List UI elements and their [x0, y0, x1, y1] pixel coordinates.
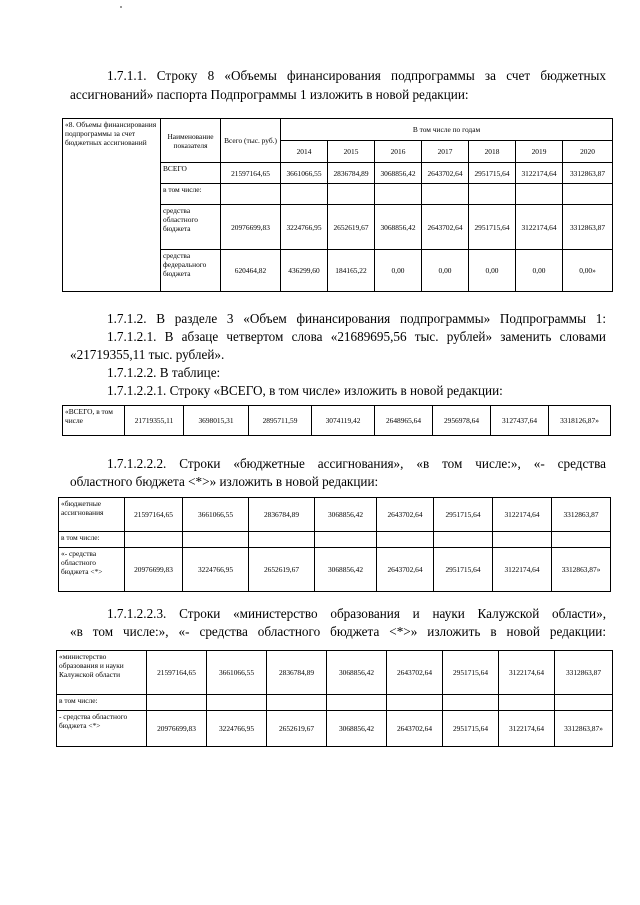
- cell-value: 184165,22: [328, 250, 375, 292]
- cell-value: [249, 532, 315, 548]
- cell-value: 3122174,64: [493, 548, 552, 592]
- cell-total: 21597164,65: [147, 651, 207, 695]
- cell-value: 3312863,87: [563, 163, 613, 184]
- cell-value: 2836784,89: [328, 163, 375, 184]
- cell-value: 3224766,95: [183, 548, 249, 592]
- cell-value: 2643702,64: [387, 651, 443, 695]
- cell-value: 3698015,31: [184, 406, 249, 436]
- cell-value: 0,00: [516, 250, 563, 292]
- cell-total: 21719355,11: [125, 406, 184, 436]
- paragraph-1-7-1-2-2-3-line1: 1.7.1.2.2.3. Строки «министерство образования и науки Калужской области»,: [107, 606, 606, 621]
- cell-total: [125, 532, 183, 548]
- table-row-label: - средства областного бюджета <*>: [57, 711, 147, 747]
- table-row-label: «ВСЕГО, в том числе: [63, 406, 125, 436]
- cell-value: 2652619,67: [267, 711, 327, 747]
- year-header: 2020: [563, 141, 613, 163]
- cell-value: [469, 184, 516, 205]
- cell-value: 3068856,42: [375, 163, 422, 184]
- header-years-group: В том числе по годам: [281, 119, 613, 141]
- cell-value: 3068856,42: [327, 711, 387, 747]
- cell-total: 620464,82: [221, 250, 281, 292]
- cell-value: [327, 695, 387, 711]
- cell-value: 3318126,87»: [549, 406, 611, 436]
- cell-value: 3312863,87»: [555, 711, 613, 747]
- cell-value: 2951715,64: [469, 205, 516, 250]
- total-row-table: [62, 405, 611, 436]
- cell-value: 2643702,64: [377, 498, 434, 532]
- paragraph-1-7-1-2-2-2-line2: областного бюджета <*>» изложить в новой редакции:: [70, 474, 379, 489]
- cell-total: 21597164,65: [125, 498, 183, 532]
- cell-value: 3122174,64: [499, 711, 555, 747]
- cell-value: 2951715,64: [443, 711, 499, 747]
- cell-value: 2951715,64: [434, 498, 493, 532]
- paragraph-1-7-1-2-2: 1.7.1.2.2. В таблице:: [107, 365, 221, 380]
- cell-value: [493, 532, 552, 548]
- cell-value: [387, 695, 443, 711]
- cell-value: 3312863,87»: [552, 548, 611, 592]
- table-row-label: в том числе:: [161, 184, 221, 205]
- paragraph-1-7-1-1-line1: 1.7.1.1. Строку 8 «Объемы финансирования подпрограммы за счет бюджетных: [107, 68, 606, 83]
- cell-value: 2643702,64: [387, 711, 443, 747]
- cell-value: 2836784,89: [249, 498, 315, 532]
- table-row-label: «министерство образования и науки Калужской области: [57, 651, 147, 695]
- cell-value: [377, 532, 434, 548]
- cell-value: [499, 695, 555, 711]
- cell-value: 0,00: [469, 250, 516, 292]
- cell-value: 3068856,42: [375, 205, 422, 250]
- year-header: 2019: [516, 141, 563, 163]
- cell-value: 3224766,95: [281, 205, 328, 250]
- table-row-label: в том числе:: [59, 532, 125, 548]
- cell-value: 3661066,55: [183, 498, 249, 532]
- scan-speck: [120, 6, 122, 8]
- paragraph-1-7-1-2-1-line2: «21719355,11 тыс. рублей».: [70, 347, 225, 362]
- paragraph-1-7-1-2-2-1: 1.7.1.2.2.1. Строку «ВСЕГО, в том числе» изложить в новой редакции:: [107, 383, 503, 398]
- cell-total: [221, 184, 281, 205]
- cell-value: 3122174,64: [493, 498, 552, 532]
- cell-value: 3312863,87: [552, 498, 611, 532]
- cell-value: 3127437,64: [491, 406, 549, 436]
- cell-value: 2895711,59: [249, 406, 312, 436]
- cell-value: [281, 184, 328, 205]
- cell-value: [375, 184, 422, 205]
- cell-total: 20976699,83: [125, 548, 183, 592]
- cell-value: 2836784,89: [267, 651, 327, 695]
- cell-value: [315, 532, 377, 548]
- header-name: Наименование показателя: [161, 119, 221, 163]
- cell-value: [563, 184, 613, 205]
- cell-value: 3122174,64: [516, 205, 563, 250]
- cell-value: [267, 695, 327, 711]
- ministry-rows-table: [56, 650, 613, 747]
- cell-value: 3122174,64: [516, 163, 563, 184]
- paragraph-1-7-1-2-1-line1: 1.7.1.2.1. В абзаце четвертом слова «21689695,56 тыс. рублей» заменить словами: [107, 329, 606, 344]
- header-total: Всего (тыс. руб.): [221, 119, 281, 163]
- cell-value: 3661066,55: [207, 651, 267, 695]
- cell-value: 436299,60: [281, 250, 328, 292]
- cell-total: 20976699,83: [147, 711, 207, 747]
- cell-value: 2951715,64: [434, 548, 493, 592]
- cell-value: [552, 532, 611, 548]
- cell-value: [434, 532, 493, 548]
- cell-value: 0,00: [422, 250, 469, 292]
- cell-value: 3312863,87: [563, 205, 613, 250]
- budget-rows-table: [58, 497, 611, 592]
- cell-value: 2652619,67: [249, 548, 315, 592]
- cell-value: [422, 184, 469, 205]
- cell-value: 3068856,42: [315, 548, 377, 592]
- table-row-label: средства областного бюджета: [161, 205, 221, 250]
- year-header: 2017: [422, 141, 469, 163]
- cell-value: 2951715,64: [469, 163, 516, 184]
- cell-value: 3224766,95: [207, 711, 267, 747]
- cell-total: 20976699,83: [221, 205, 281, 250]
- cell-value: 2648965,64: [375, 406, 433, 436]
- cell-value: 2643702,64: [422, 205, 469, 250]
- cell-value: [207, 695, 267, 711]
- row-heading-cell: «8. Объемы финансирования подпрограммы за счет бюджетных ассигнований: [63, 119, 161, 292]
- paragraph-1-7-1-2-2-2-line1: 1.7.1.2.2.2. Строки «бюджетные ассигнования», «в том числе:», «- средства: [107, 456, 606, 471]
- cell-total: 21597164,65: [221, 163, 281, 184]
- cell-value: 2643702,64: [377, 548, 434, 592]
- cell-value: 3074119,42: [312, 406, 375, 436]
- paragraph-1-7-1-2: 1.7.1.2. В разделе 3 «Объем финансирования подпрограммы» Подпрограммы 1:: [107, 311, 606, 326]
- cell-value: 2951715,64: [443, 651, 499, 695]
- cell-value: 0,00: [375, 250, 422, 292]
- table-row-label: «- средства областного бюджета <*>: [59, 548, 125, 592]
- cell-value: 3122174,64: [499, 651, 555, 695]
- table-row-label: в том числе:: [57, 695, 147, 711]
- table-row-label: ВСЕГО: [161, 163, 221, 184]
- cell-value: [328, 184, 375, 205]
- cell-value: 2652619,67: [328, 205, 375, 250]
- cell-total: [147, 695, 207, 711]
- financing-table-1: [62, 118, 613, 292]
- cell-value: [183, 532, 249, 548]
- cell-value: [516, 184, 563, 205]
- year-header: 2014: [281, 141, 328, 163]
- cell-value: 2643702,64: [422, 163, 469, 184]
- year-header: 2016: [375, 141, 422, 163]
- cell-value: 3312863,87: [555, 651, 613, 695]
- year-header: 2018: [469, 141, 516, 163]
- cell-value: 0,00»: [563, 250, 613, 292]
- table-row-label: средства федерального бюджета: [161, 250, 221, 292]
- cell-value: [443, 695, 499, 711]
- table-row-label: «бюджетные ассигнования: [59, 498, 125, 532]
- cell-value: 3661066,55: [281, 163, 328, 184]
- cell-value: 3068856,42: [327, 651, 387, 695]
- year-header: 2015: [328, 141, 375, 163]
- cell-value: 2956978,64: [433, 406, 491, 436]
- paragraph-1-7-1-1-line2: ассигнований» паспорта Подпрограммы 1 изложить в новой редакции:: [70, 87, 469, 102]
- cell-value: 3068856,42: [315, 498, 377, 532]
- cell-value: [555, 695, 613, 711]
- paragraph-1-7-1-2-2-3-line2: «в том числе:», «- средства областного бюджета <*>» изложить в новой редакции:: [70, 624, 606, 639]
